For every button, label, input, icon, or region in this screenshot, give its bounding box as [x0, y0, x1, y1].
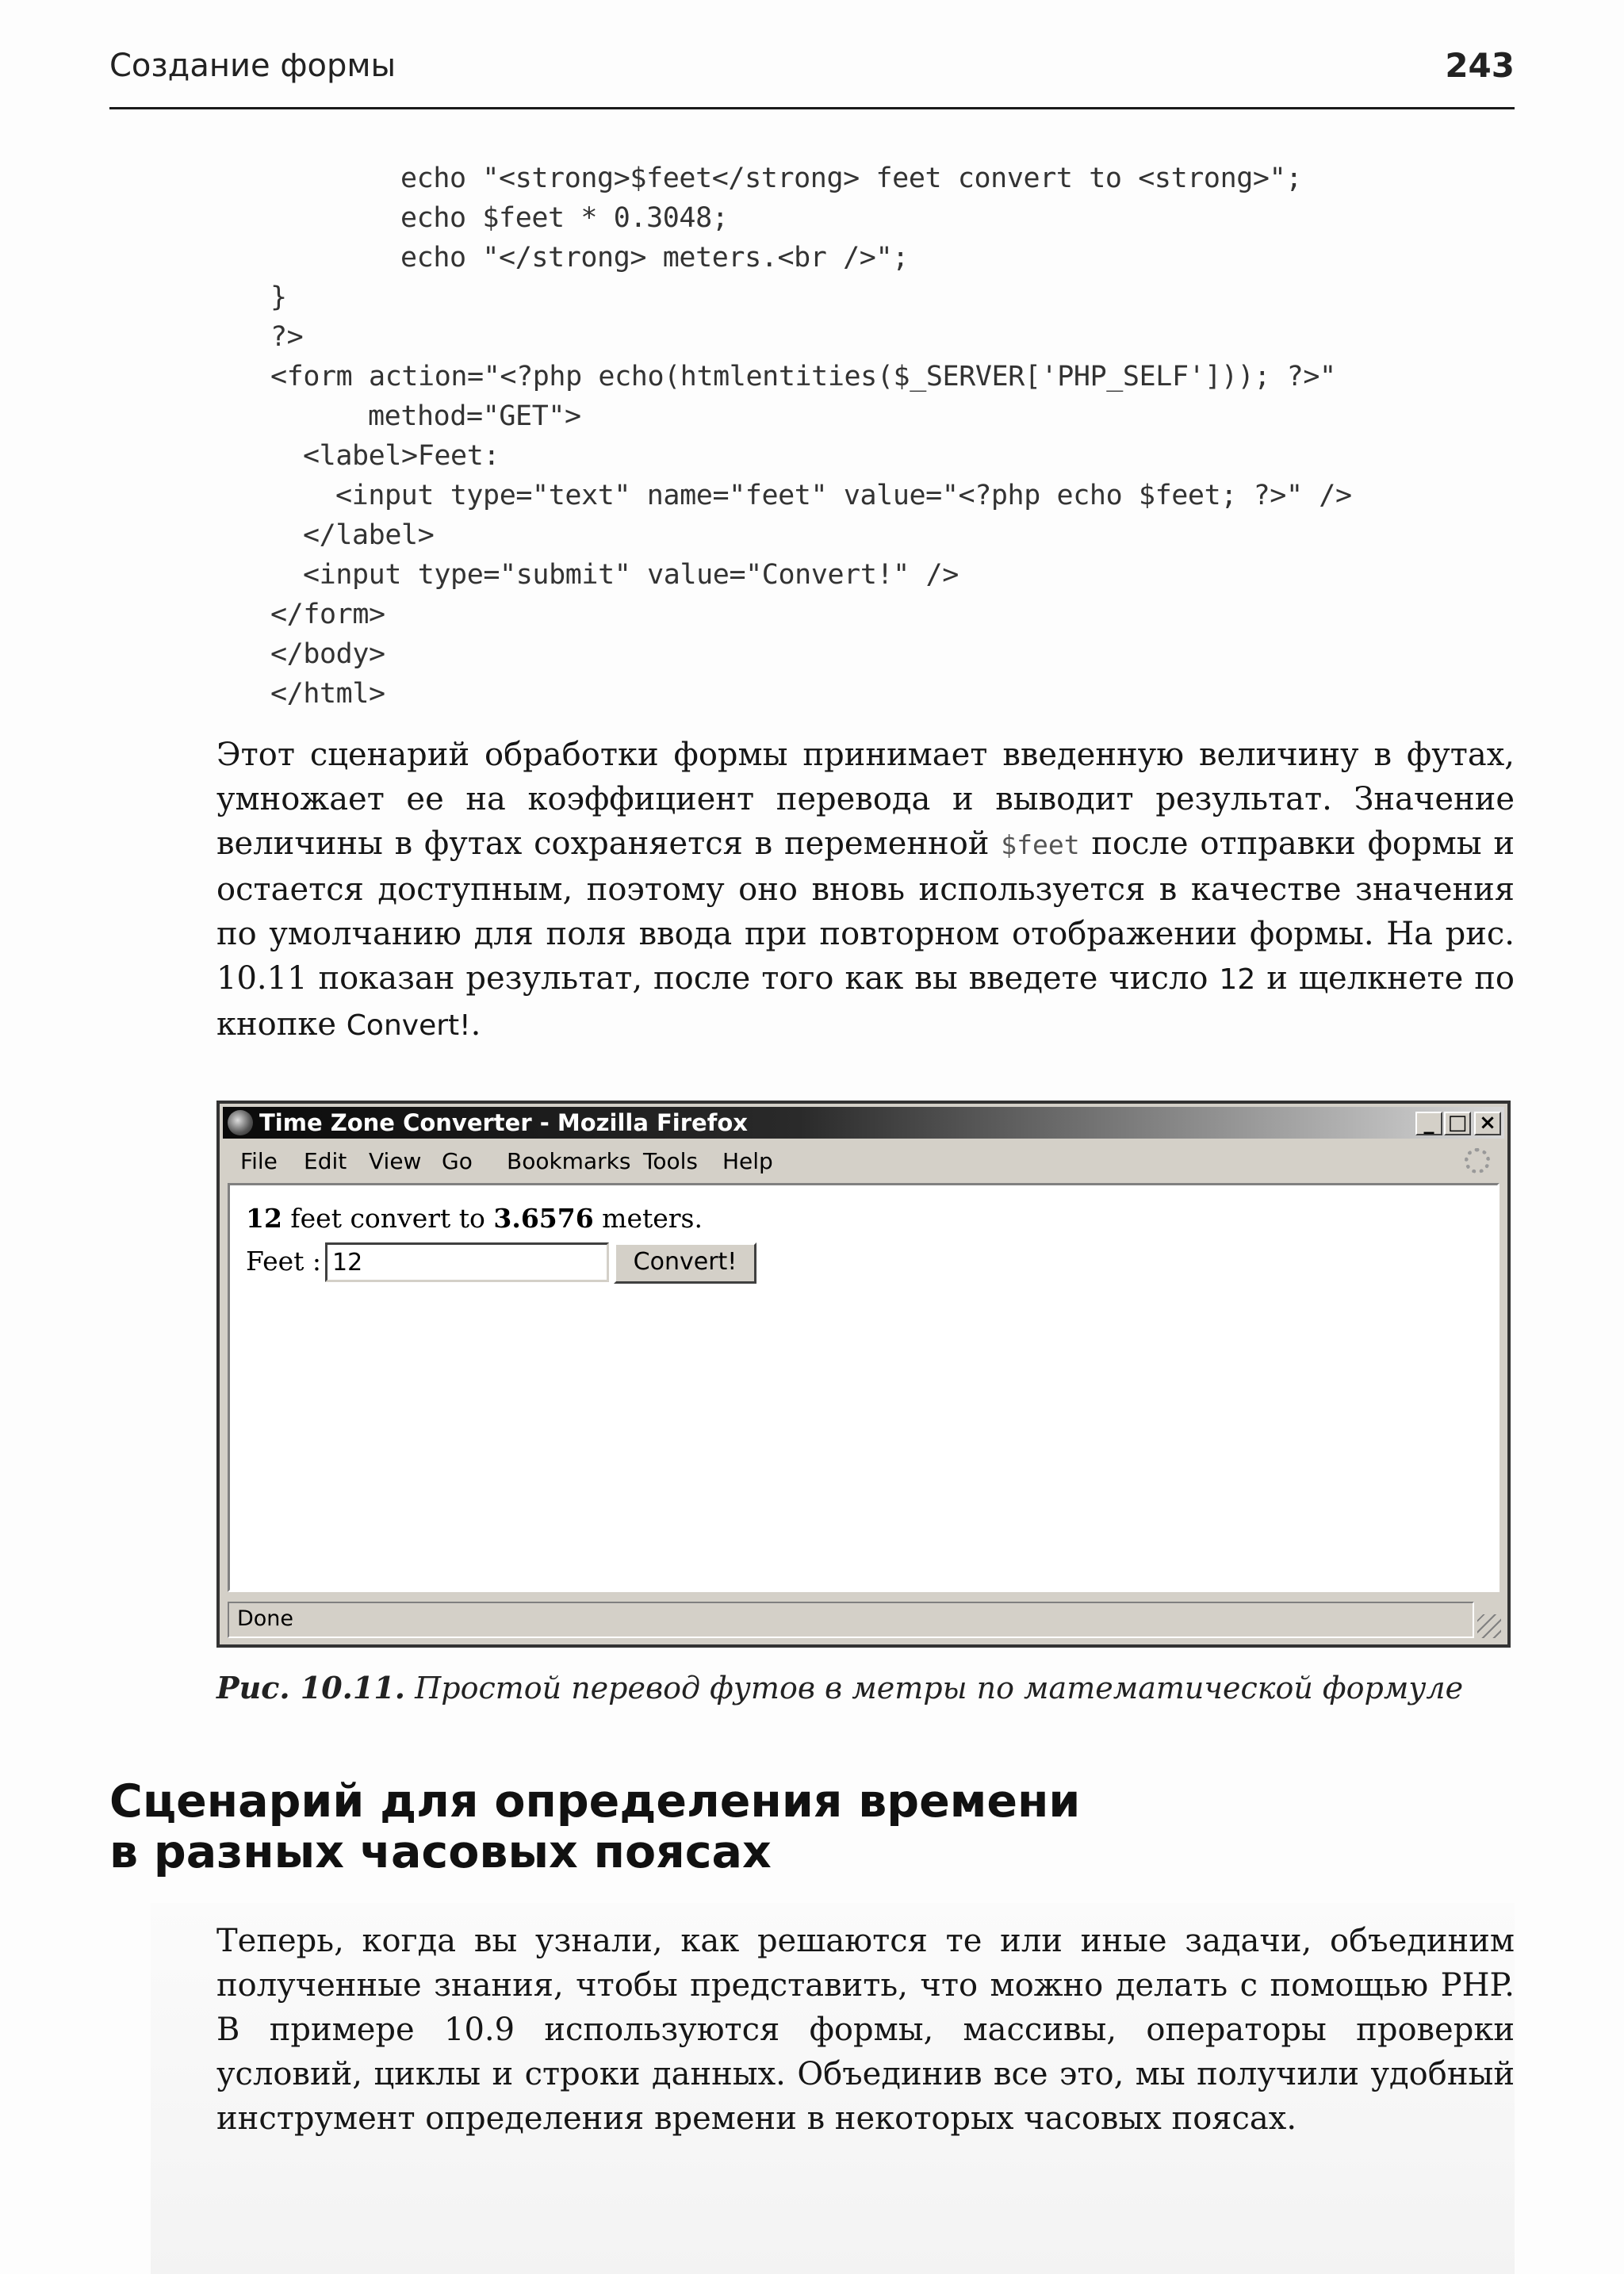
- figure-label: Рис. 10.11.: [216, 1670, 406, 1706]
- minimize-icon[interactable]: _: [1415, 1112, 1442, 1135]
- firefox-icon: [228, 1110, 253, 1135]
- menu-go[interactable]: Go: [442, 1148, 473, 1174]
- code-line: </form>: [270, 599, 385, 630]
- feet-input[interactable]: 12: [325, 1242, 609, 1282]
- section-title: Сценарий для определения времени в разных часовых поясах: [109, 1775, 1081, 1878]
- conversion-result: 12 feet convert to 3.6576 meters.: [246, 1203, 703, 1234]
- menu-bookmarks[interactable]: Bookmarks: [507, 1148, 631, 1174]
- code-line: echo "</strong> meters.<br />";: [400, 242, 909, 274]
- header-rule: [109, 107, 1515, 109]
- menu-bar: [223, 1142, 1504, 1180]
- page-number: 243: [1445, 46, 1515, 85]
- window-title: Time Zone Converter - Mozilla Firefox: [259, 1109, 748, 1136]
- browser-window-screenshot: [216, 1101, 1511, 1648]
- feet-label: Feet :: [246, 1246, 322, 1277]
- body-paragraph: Этот сценарий обработки формы принимает введенную величину в футах, умножает ее на коэффициент перевода и выводит результат. Значение величины в футах сохраняется в переменной $feet после отправки формы и остается доступным, поэтому оно вновь используется в качестве значения по умолчанию для поля ввода при повторном отображении формы. На рис. 10.11 показан результат, после того как вы введете число 12 и щелкнете по кнопке Convert!.: [216, 737, 1515, 1043]
- code-line: method="GET">: [368, 400, 581, 432]
- close-icon[interactable]: ×: [1474, 1112, 1501, 1135]
- activity-throbber-icon: [1465, 1148, 1490, 1173]
- maximize-icon[interactable]: □: [1444, 1112, 1471, 1135]
- code-line: }: [270, 281, 287, 313]
- code-line: <input type="submit" value="Convert!" />: [303, 559, 959, 591]
- figure-caption: Рис. 10.11. Простой перевод футов в метры по математической формуле: [216, 1670, 1464, 1706]
- code-line: <form action="<?php echo(htmlentities($_SERVER['PHP_SELF'])); ?>": [270, 361, 1336, 392]
- inline-number: 12: [1219, 963, 1256, 996]
- code-line: <input type="text" name="feet" value="<?php echo $feet; ?>" />: [335, 480, 1352, 511]
- code-line: echo "<strong>$feet</strong> feet convert to <strong>";: [400, 163, 1302, 194]
- inline-code: $feet: [1001, 829, 1080, 860]
- inline-button-name: Convert!: [346, 1009, 471, 1042]
- convert-button[interactable]: Convert!: [614, 1242, 756, 1284]
- page-viewport: [228, 1183, 1500, 1592]
- code-line: <label>Feet:: [303, 440, 500, 472]
- status-bar: Done: [228, 1602, 1474, 1638]
- menu-tools[interactable]: Tools: [643, 1148, 698, 1174]
- running-title: Создание формы: [109, 48, 396, 84]
- menu-file[interactable]: File: [240, 1148, 278, 1174]
- menu-view[interactable]: View: [369, 1148, 422, 1174]
- title-bar: [223, 1107, 1504, 1139]
- resize-grip-icon[interactable]: [1477, 1614, 1501, 1638]
- code-line: </label>: [303, 519, 435, 551]
- body-paragraph: Теперь, когда вы узнали, как решаются те или иные задачи, объединим полученные знания, чтобы представить, что можно делать с помощью PHP. В примере 10.9 используются формы, массивы, операторы проверки условий, циклы и строки данных. Объединив все это, мы получили удобный инструмент определения времени в некоторых часовых поясах.: [216, 1923, 1515, 2137]
- code-line: echo $feet * 0.3048;: [400, 202, 729, 234]
- code-line: </body>: [270, 638, 385, 670]
- menu-help[interactable]: Help: [722, 1148, 773, 1174]
- menu-edit[interactable]: Edit: [304, 1148, 347, 1174]
- code-line: </html>: [270, 678, 385, 710]
- code-line: ?>: [270, 321, 304, 353]
